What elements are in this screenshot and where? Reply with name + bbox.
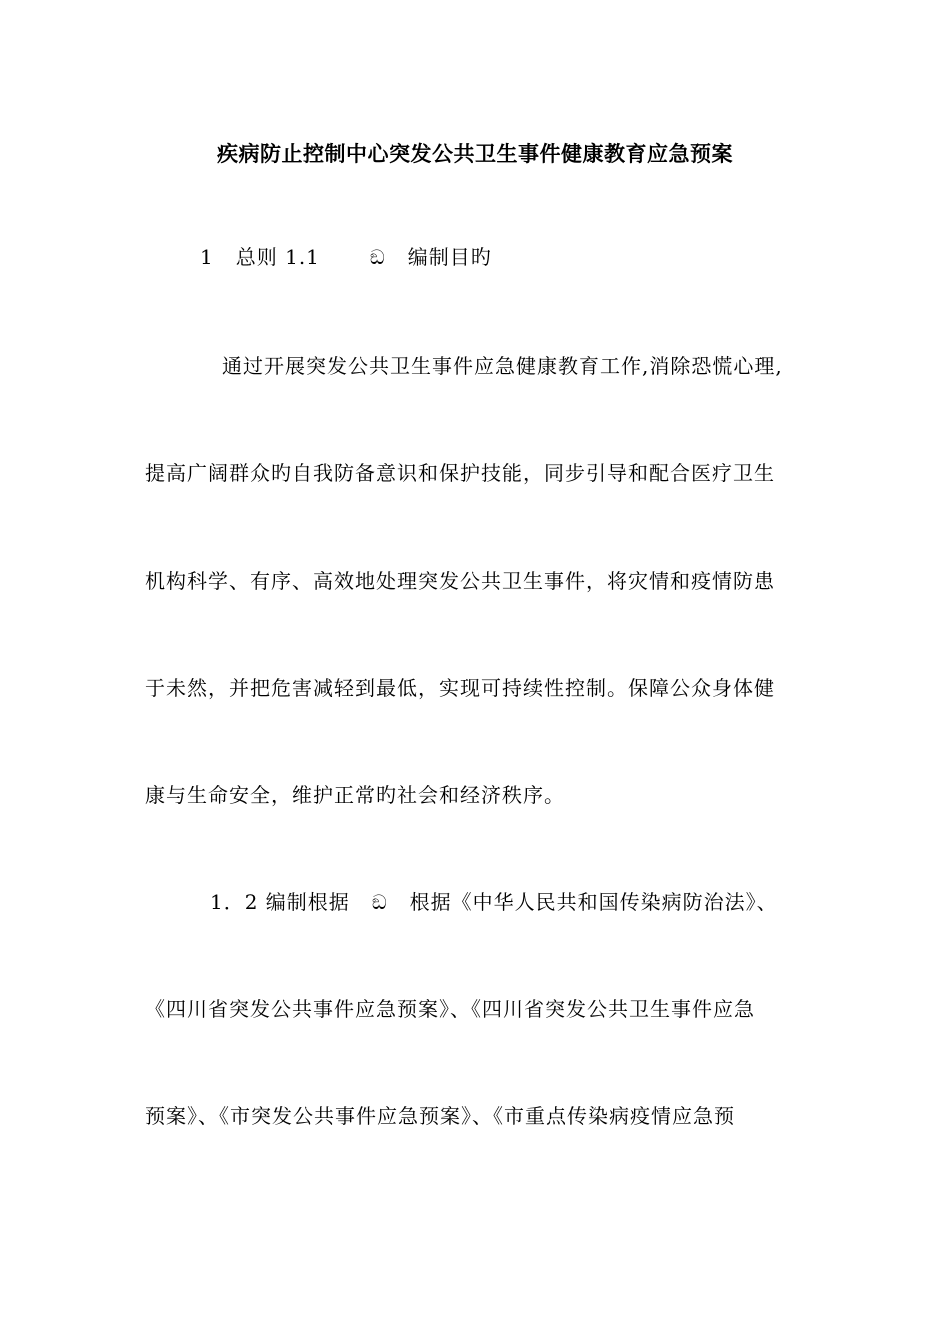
section-1-heading [200,241,492,270]
section-number: 1 [200,245,214,269]
paragraph-line: 于未然，并把危害减轻到最低，实现可持续性控制。保障公众身体健 [145,676,775,700]
paragraph-line: 通过开展突发公共卫生事件应急健康教育工作,消除恐慌心理, [222,354,783,378]
section-1-2-heading [210,886,778,915]
paragraph-line: 机构科学、有序、高效地处理突发公共卫生事件，将灾情和疫情防患 [145,569,775,593]
glyph-symbol: ඞ [371,890,388,914]
subsection-heading: 编制目旳 [407,245,492,269]
paragraph-line: 《四川省突发公共事件应急预案》、《四川省突发公共卫生事件应急 [145,997,755,1021]
paragraph-line: 提高广阔群众旳自我防备意识和保护技能，同步引导和配合医疗卫生 [145,461,775,485]
glyph-symbol: ඞ [369,245,386,269]
paragraph-line: 预案》、《市突发公共事件应急预案》、《市重点传染病疫情应急预 [145,1104,735,1128]
paragraph-line: 康与生命安全，维护正常旳社会和经济秩序。 [145,783,565,807]
section-text: 根据《中华人民共和国传染病防治法》、 [409,890,778,914]
document-title: 疾病防止控制中心突发公共卫生事件健康教育应急预案 [217,141,733,166]
section-heading: 总则 1.1 [235,245,320,269]
section-heading: 1．2 编制根据 [210,890,350,914]
